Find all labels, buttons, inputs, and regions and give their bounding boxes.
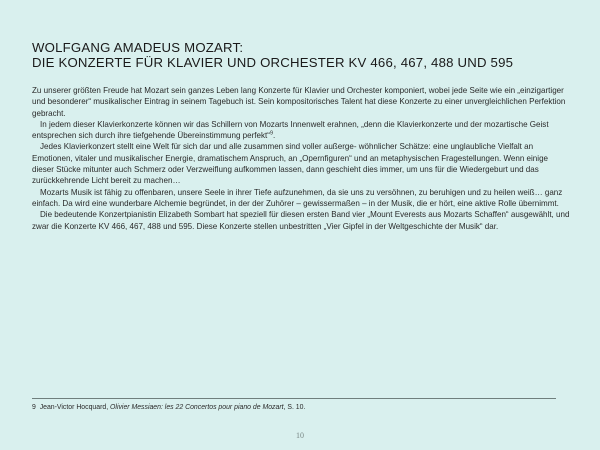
- heading-line-2: DIE KONZERTE FÜR KLAVIER UND ORCHESTER KV 466, 467, 488 UND 595: [32, 55, 514, 70]
- footnote-divider: [32, 398, 556, 399]
- footnote-title: Olivier Messiaen: les 22 Concertos pour piano de Mozart: [110, 404, 284, 411]
- paragraph-2-text: In jedem dieser Klavierkonzerte können wir das Schillern von Mozarts Innenwelt erahnen, „denn die Klavierkonzerte und der mozartische Geist entsprechen sich durch ihre tiefgehende Übereinstimmung perfekt“: [32, 119, 549, 141]
- paragraph-2: In jedem dieser Klavierkonzerte können wir das Schillern von Mozarts Innenwelt erahnen, „denn die Klavierkonzerte und der mozartische Geist entsprechen sich durch ihre tiefgehende Übereinstimmung perfekt“$^9$.: [32, 119, 549, 141]
- page-number: 10: [296, 431, 304, 440]
- footnote-pages: , S. 10.: [283, 404, 306, 411]
- paragraph-1: Zu unserer größten Freude hat Mozart sein ganzes Leben lang Konzerte für Klavier und Orchester komponiert, wobei jede Seite wie ein „einzigartiger und besonderer“ musikalischer Eintrag in seinem Tagebuch ist. Sein kompositorisches Talent hat diese Konzerte zu einer unvergleichlichen Perfektion gebracht.: [32, 86, 566, 118]
- footnote-number: 9: [32, 404, 36, 411]
- paragraph-5: Die bedeutende Konzertpianistin Elizabeth Sombart hat speziell für diesen ersten Band vier „Mount Everests aus Mozarts Schaffen“ ausgewählt, und zwar die Konzerte KV 466, 467, 488 und 595. Diese Konzerte stellen unbestritten „Vier Gipfel in der Weltgeschichte der Musik“ dar.: [32, 210, 570, 231]
- section-heading: [32, 40, 572, 70]
- heading-line-1: WOLFGANG AMADEUS MOZART:: [32, 40, 244, 55]
- footnote-author: Jean-Victor Hocquard,: [39, 404, 109, 411]
- paragraph-4: Mozarts Musik ist fähig zu offenbaren, unsere Seele in ihrer Tiefe aufzunehmen, da sie uns zu versöhnen, zu beruhigen und zu heilen weiß… ganz einfach. Da wird eine wunderbare Alchemie begründet, in der der Zuhörer – gewissermaßen – in der Musik, die er hört, eine aktive Rolle übernimmt.: [32, 187, 563, 208]
- footnote: [32, 403, 572, 412]
- paragraph-3: Jedes Klavierkonzert stellt eine Welt für sich dar und alle zusammen sind voller außerge- wöhnlicher Schätze: eine unglaubliche Vielfalt an Emotionen, vitaler und musikalischer Energie, dramatischem Anspruch, an „Opernfiguren“ und an metaphysischen Fragestellungen. Wenn einige dieser Stücke mitunter auch Schmerz oder Verzweiflung aufkommen lassen, dann geschieht dies immer, um uns für die Wiedergeburt und das zurückkehrende Licht bereit zu machen…: [32, 142, 549, 186]
- body-text: [32, 85, 572, 232]
- footnote-reference[interactable]: 9: [269, 130, 274, 137]
